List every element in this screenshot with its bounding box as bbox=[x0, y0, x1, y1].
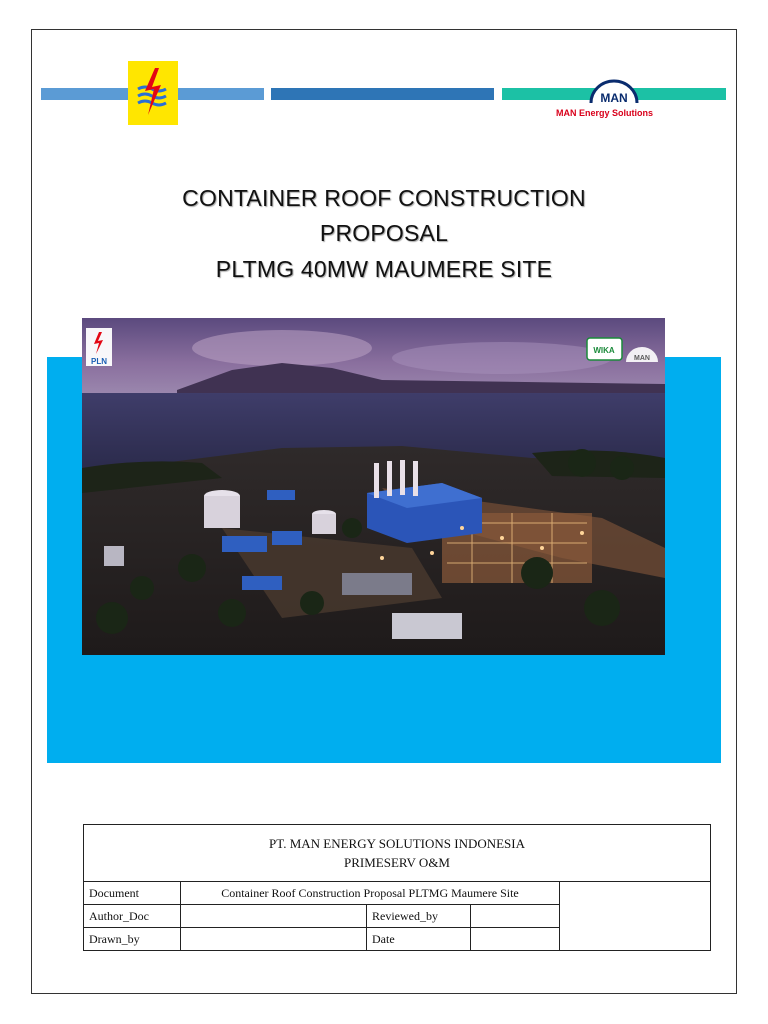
table-row-document bbox=[84, 882, 711, 905]
company-name: PT. MAN ENERGY SOLUTIONS INDONESIA bbox=[268, 836, 526, 851]
blank-side-cell bbox=[560, 882, 711, 951]
pln-logo bbox=[128, 61, 178, 125]
document-label: Document bbox=[84, 882, 181, 905]
man-logo-text: MAN bbox=[600, 91, 628, 105]
table-header bbox=[84, 825, 711, 882]
author-value bbox=[181, 905, 367, 928]
date-label: Date bbox=[367, 928, 471, 951]
photo-pln-label: PLN bbox=[91, 357, 107, 366]
author-label: Author_Doc bbox=[84, 905, 181, 928]
photo-man-label: MAN bbox=[634, 355, 650, 362]
drawn-label: Drawn_by bbox=[84, 928, 181, 951]
photo-wika-label: WIKA bbox=[593, 346, 615, 355]
document-info-table bbox=[83, 824, 711, 951]
title-line-3: PLTMG 40MW MAUMERE SITE bbox=[215, 256, 553, 282]
man-energy-caption: MAN Energy Solutions bbox=[556, 108, 654, 118]
division-name: PRIMESERV O&M bbox=[344, 855, 450, 870]
power-plant-aerial-photo bbox=[82, 318, 665, 655]
drawn-value bbox=[181, 928, 367, 951]
title-line-2: PROPOSAL bbox=[319, 220, 449, 246]
title-line-1: CONTAINER ROOF CONSTRUCTION bbox=[182, 185, 586, 211]
man-logo bbox=[587, 77, 641, 107]
date-value bbox=[471, 928, 560, 951]
document-value: Container Roof Construction Proposal PLTMG Maumere Site bbox=[181, 882, 560, 905]
header-bar-dark-blue bbox=[271, 88, 494, 100]
reviewed-value bbox=[471, 905, 560, 928]
reviewed-label: Reviewed_by bbox=[367, 905, 471, 928]
